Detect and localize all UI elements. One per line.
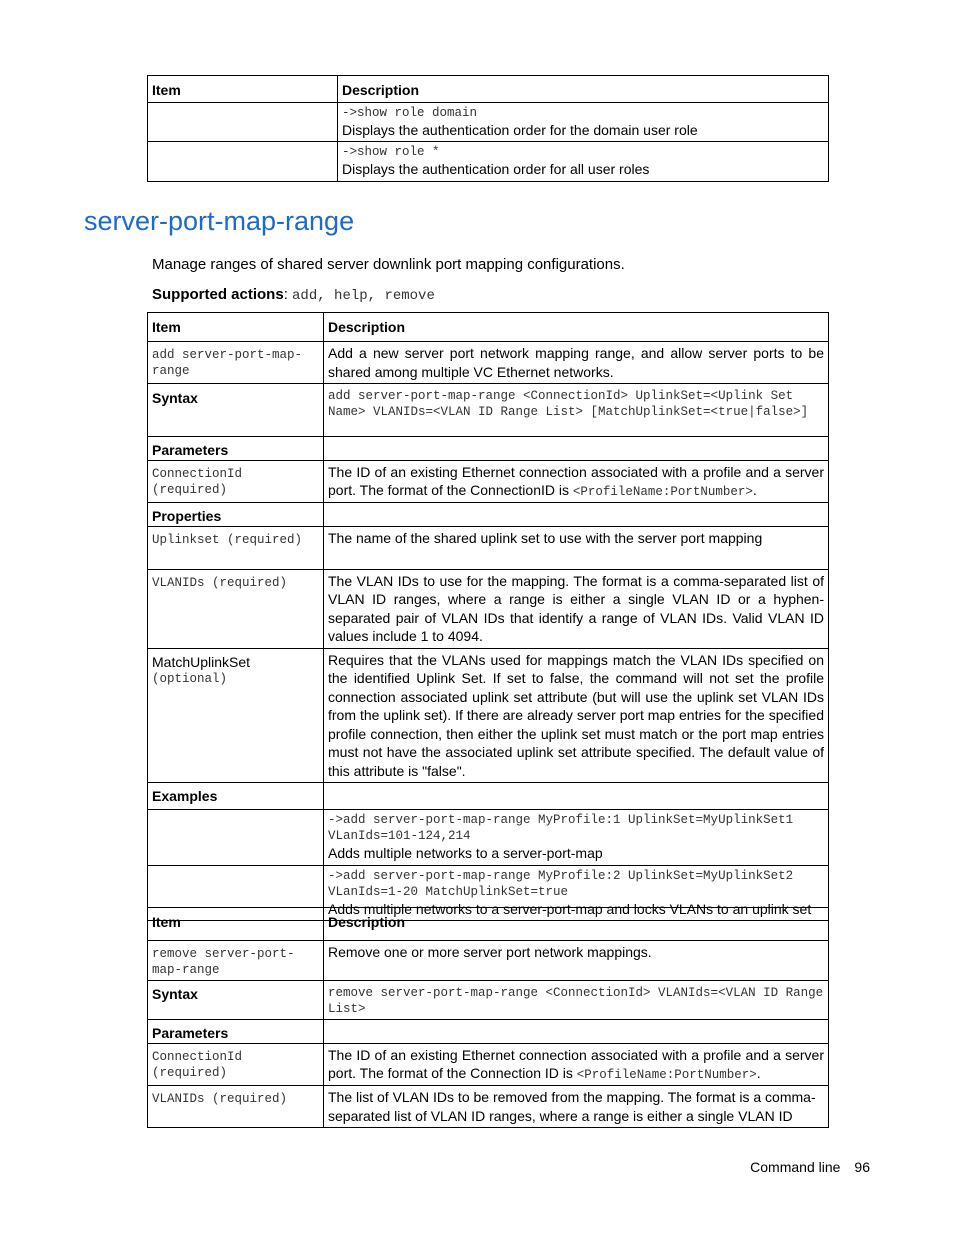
parameters-label: Parameters (148, 437, 324, 461)
command-description: Displays the authentication order for all user roles (342, 161, 650, 177)
property-description: Requires that the VLANs used for mappings match the VLAN IDs specified on the identified Uplink Set. If set to false, the command will not set the profile connection associated uplink set attribute (but will use the uplink set VLAN IDs from the uplink set). If there are already server port map entries for the specified profile connection, then either the uplink set must match or the port map entries must not have the associated uplink set attribute specified. The default value of this attribute is "false". (324, 648, 829, 783)
param-description-text: The ID of an existing Ethernet connection associated with a profile and a server port. The format of the ConnectionID is (328, 463, 824, 498)
param-description: The list of VLAN IDs to be removed from the mapping. The format is a comma-separated list of VLAN ID ranges, where a range is either a single VLAN ID (324, 1086, 829, 1128)
command-description: Remove one or more server port network mappings. (324, 941, 829, 981)
header-description: Description (324, 313, 829, 342)
supported-actions: Supported actions: add, help, remove (152, 286, 435, 304)
item-cell (148, 142, 338, 182)
table-row (148, 102, 829, 142)
property-name-text: MatchUplinkSet (152, 653, 251, 670)
syntax-label: Syntax (148, 981, 324, 1020)
table-row (148, 526, 829, 569)
property-name (148, 648, 324, 783)
header-description: Description (338, 76, 829, 103)
param-description (324, 460, 829, 503)
table-row (148, 342, 829, 384)
table-row (148, 384, 829, 437)
table-row (148, 1020, 829, 1044)
footer-section: Command line (750, 1159, 841, 1175)
property-description: The name of the shared uplink set to use with the server port mapping (324, 526, 829, 569)
remove-command-table (147, 907, 829, 1128)
section-intro: Manage ranges of shared server downlink port mapping configurations. (152, 256, 625, 273)
param-name: ConnectionId (required) (148, 460, 324, 503)
example-code: ->add server-port-map-range MyProfile:1 UplinkSet=MyUplinkSet1 VLanIds=101-124,214 (328, 813, 794, 843)
empty-cell (324, 1020, 829, 1044)
param-description-end: . (756, 1065, 761, 1081)
table-row (148, 1043, 829, 1086)
empty-cell (324, 503, 829, 527)
property-name: Uplinkset (required) (148, 526, 324, 569)
empty-cell (324, 783, 829, 810)
param-format-code: <ProfileName:PortNumber> (572, 485, 753, 499)
table-header-row (148, 76, 829, 103)
page-number: 96 (854, 1159, 870, 1175)
param-description-end: . (752, 482, 757, 498)
empty-cell (324, 437, 829, 461)
parameters-label: Parameters (148, 1020, 324, 1044)
table-row (148, 941, 829, 981)
table-row (148, 437, 829, 461)
example-description: Adds multiple networks to a server-port-map and locks VLANs to an uplink set (328, 900, 812, 917)
command-example: ->show role * (342, 145, 440, 159)
param-description (324, 1043, 829, 1086)
description-cell (338, 142, 829, 182)
property-name: VLANIDs (required) (148, 569, 324, 648)
examples-label: Examples (148, 783, 324, 810)
param-description-text: The ID of an existing Ethernet connection associated with a profile and a server port. The format of the Connection ID is (328, 1046, 824, 1081)
command-name: remove server-port-map-range (148, 941, 324, 981)
table-row (148, 648, 829, 783)
table-row (148, 503, 829, 527)
properties-label: Properties (148, 503, 324, 527)
table-row (148, 569, 829, 648)
example-description: Adds multiple networks to a server-port-map (328, 845, 603, 861)
command-description: Displays the authentication order for the domain user role (342, 121, 698, 138)
top-command-table (147, 75, 829, 182)
table-row (148, 1086, 829, 1128)
item-cell (148, 810, 324, 866)
table-header-row (148, 313, 829, 342)
property-description: The VLAN IDs to use for the mapping. The format is a comma-separated list of VLAN ID ranges, where a range is either a single VLAN ID or a hyphen-separated pair of VLAN IDs that identify a range of VLAN IDs. Valid VLAN ID values include 1 to 4094. (324, 569, 829, 648)
supported-actions-value: add, help, remove (292, 288, 435, 304)
example-code: ->add server-port-map-range MyProfile:2 UplinkSet=MyUplinkSet2 VLanIds=1-20 MatchUplinkSet=true (328, 868, 794, 899)
table-row (148, 783, 829, 810)
param-name: ConnectionId (required) (148, 1043, 324, 1086)
description-cell (338, 102, 829, 142)
table-row (148, 981, 829, 1020)
item-cell (148, 102, 338, 142)
header-item: Item (148, 76, 338, 103)
table-row (148, 460, 829, 503)
header-description: Description (324, 908, 829, 941)
command-example: ->show role domain (342, 105, 478, 120)
table-row (148, 142, 829, 182)
add-command-table (147, 312, 829, 921)
param-format-code: <ProfileName:PortNumber> (576, 1068, 757, 1082)
command-description: Add a new server port network mapping range, and allow server ports to be shared among multiple VC Ethernet networks. (324, 342, 829, 384)
command-name: add server-port-map-range (148, 342, 324, 384)
section-title: server-port-map-range (84, 206, 355, 236)
syntax-label: Syntax (148, 384, 324, 437)
example-cell (324, 810, 829, 866)
page-footer (736, 1159, 870, 1175)
property-optional: (optional) (152, 672, 228, 686)
table-row (148, 810, 829, 866)
supported-actions-label: Supported actions (152, 286, 284, 303)
param-name: VLANIDs (required) (148, 1086, 324, 1128)
syntax-value: add server-port-map-range <ConnectionId> UplinkSet=<Uplink Set Name> VLANIDs=<VLAN ID Range List> [MatchUplinkSet=<true|false>] (324, 384, 829, 437)
header-item: Item (148, 313, 324, 342)
table-header-row (148, 908, 829, 941)
syntax-value: remove server-port-map-range <ConnectionId> VLANIds=<VLAN ID Range List> (324, 981, 829, 1020)
header-item: Item (148, 908, 324, 941)
